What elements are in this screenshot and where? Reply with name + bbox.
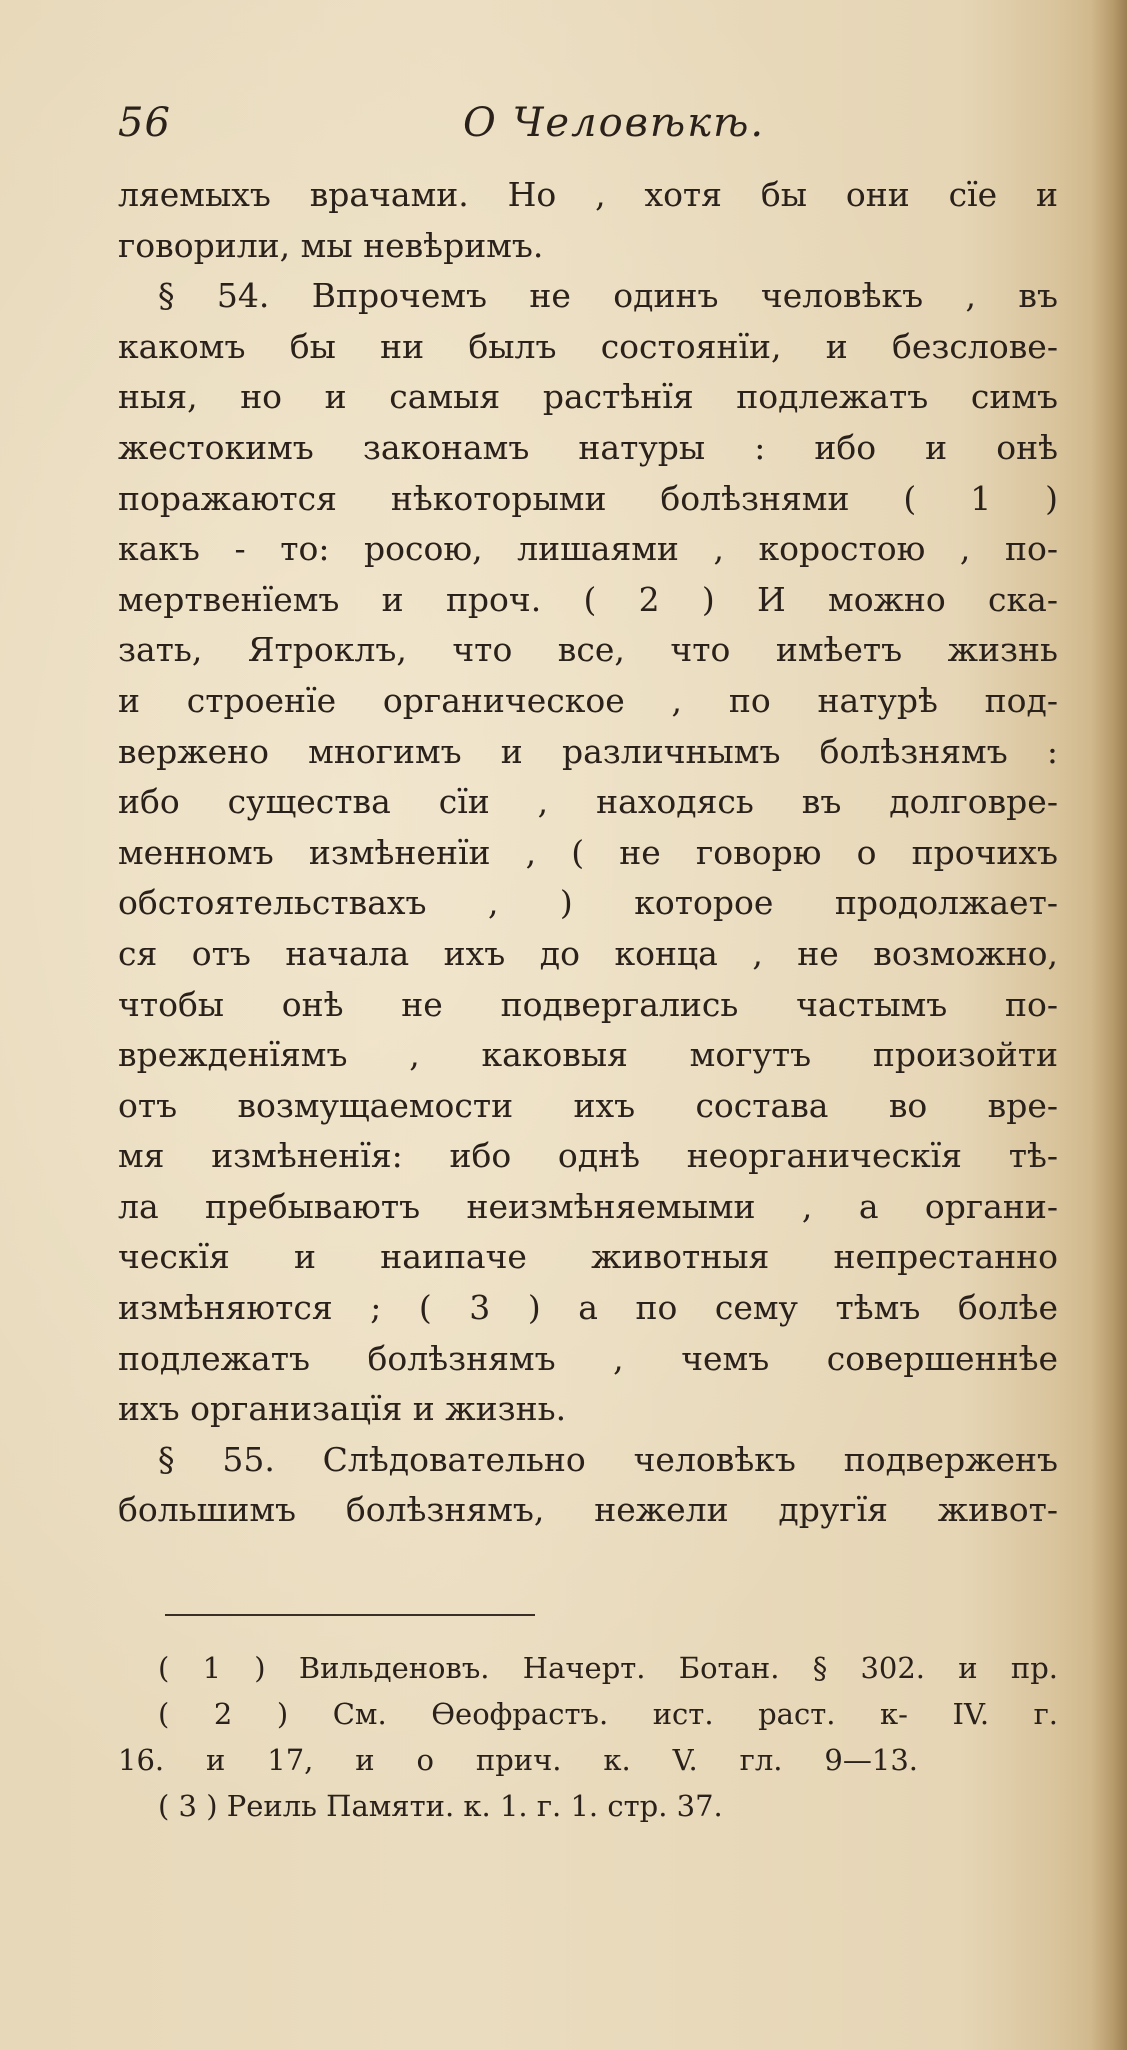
footnote-divider	[165, 1614, 535, 1616]
text-line: поражаются нѣкоторыми болѣзнями ( 1 )	[118, 478, 1058, 518]
text-line: какомъ бы ни былъ состоянїи, и безслове-	[118, 326, 1058, 366]
text-line: врежденїямъ , каковыя могутъ произойти	[118, 1035, 1058, 1075]
text-line: ла пребываютъ неизмѣняемыми , а органи-	[118, 1186, 1058, 1226]
page-header	[118, 100, 1058, 160]
text-line: ибо существа сїи , находясь въ долговре-	[118, 782, 1058, 822]
section-55-start: § 55. Слѣдовательно человѣкъ подверженъ	[158, 1439, 1058, 1479]
footnotes	[118, 1645, 1058, 1829]
main-text	[118, 170, 1058, 1536]
text-line: отъ возмущаемости ихъ состава во вре-	[118, 1085, 1058, 1125]
running-head: О Человѣкѣ.	[463, 100, 766, 146]
section-54-start: § 54. Впрочемъ не одинъ человѣкъ , въ	[158, 276, 1058, 316]
text-line: ляемыхъ врачами. Но , хотя бы они сїе и	[118, 175, 1058, 214]
text-line: ся отъ начала ихъ до конца , не возможно,	[118, 933, 1058, 973]
text-line: зать, Ятроклъ, что все, что имѣетъ жизнь	[118, 630, 1058, 670]
text-line: какъ - то: росою, лишаями , коростою , по-	[118, 529, 1058, 569]
text-line: жестокимъ законамъ натуры : ибо и онѣ	[118, 427, 1058, 467]
page-number: 56	[118, 100, 171, 146]
text-line: ныя, но и самыя растѣнїя подлежатъ симъ	[118, 377, 1058, 417]
text-line: подлежатъ болѣзнямъ , чемъ совершеннѣе	[118, 1338, 1058, 1378]
text-line: мертвенїемъ и проч. ( 2 ) И можно ска-	[118, 579, 1058, 619]
text-line: измѣняются ; ( 3 ) а по сему тѣмъ болѣе	[118, 1288, 1058, 1328]
text-line: говорили, мы невѣримъ.	[118, 225, 544, 265]
footnote-3: ( 3 ) Реиль Памяти. к. 1. г. 1. стр. 37.	[158, 1789, 723, 1823]
footnote-1: ( 1 ) Вильденовъ. Начерт. Ботан. § 302. и пр.	[158, 1651, 1058, 1685]
text-line: мя измѣненїя: ибо однѣ неорганическїя тѣ-	[118, 1136, 1058, 1176]
text-line: ихъ организацїя и жизнь.	[118, 1389, 567, 1429]
page-edge-shadow	[1091, 0, 1127, 2050]
footnote-2-continued: 16. и 17, и о прич. к. V. гл. 9—13.	[118, 1743, 918, 1777]
text-line: менномъ измѣненїи , ( не говорю о прочихъ	[118, 832, 1058, 872]
text-line: обстоятельствахъ , ) которое продолжает-	[118, 883, 1058, 923]
text-line: большимъ болѣзнямъ, нежели другїя живот-	[118, 1490, 1058, 1530]
footnote-2: ( 2 ) См. Ѳеофрастъ. ист. раст. к- IV. г.	[158, 1697, 1058, 1731]
text-line: и строенїе органическое , по натурѣ под-	[118, 680, 1058, 720]
text-line: вержено многимъ и различнымъ болѣзнямъ :	[118, 731, 1058, 771]
text-line: чтобы онѣ не подвергались частымъ по-	[118, 984, 1058, 1024]
text-line: ческїя и наипаче животныя непрестанно	[118, 1237, 1058, 1277]
